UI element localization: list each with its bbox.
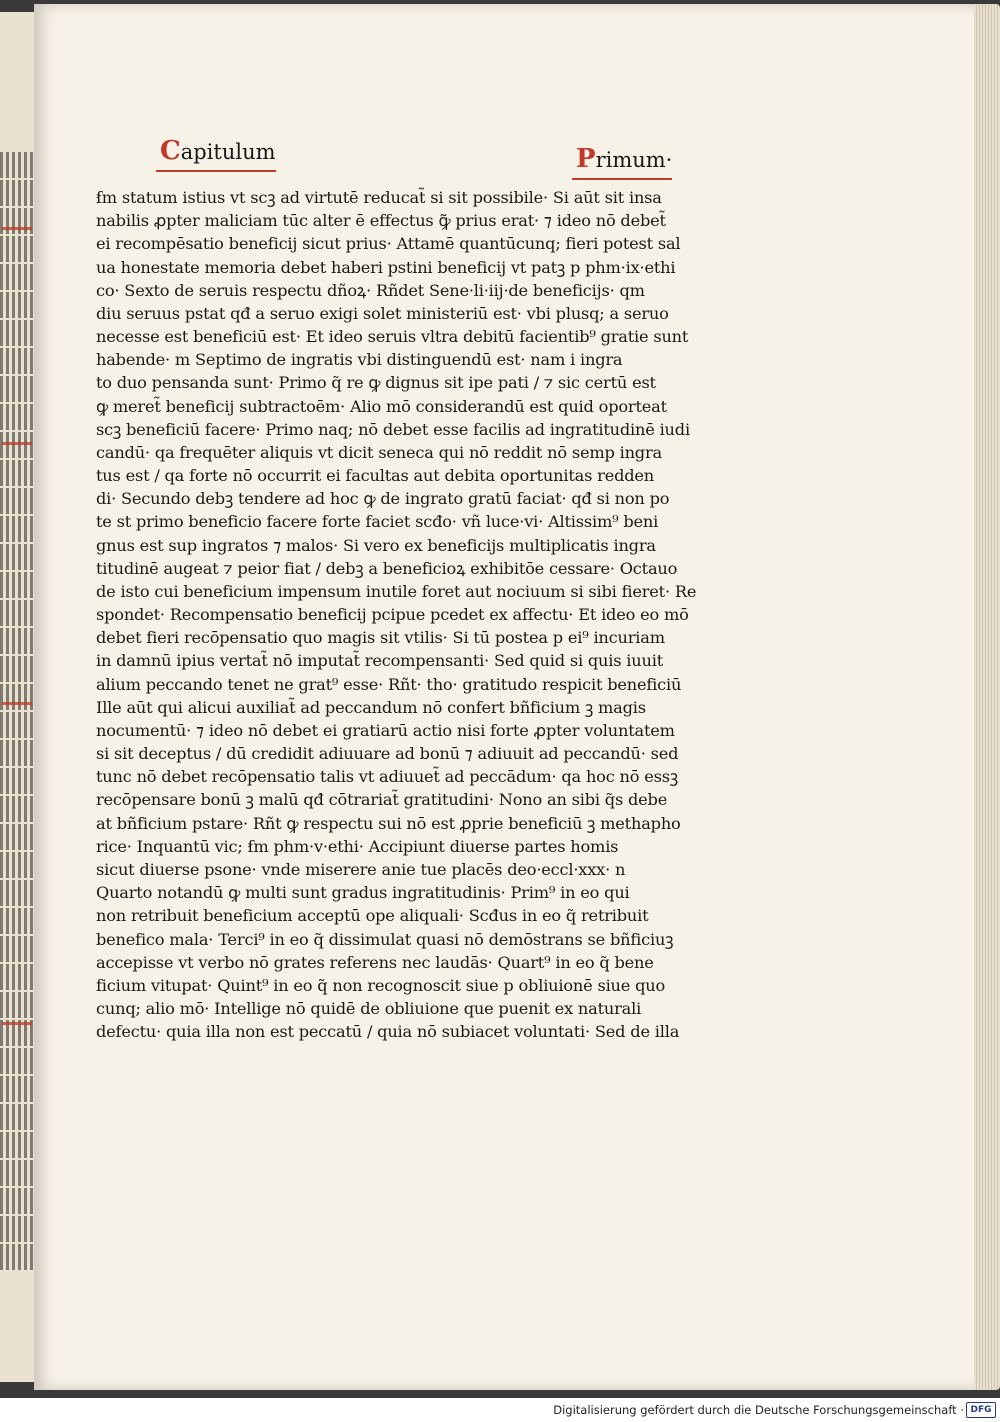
text-line: debet fieri recōpensatio quo magis sit vtilis· Si tū postea p ei⁹ incuriam <box>96 628 665 648</box>
text-line: gnus est sup ingratos ⁊ malos· Si vero ex beneficijs multiplicatis ingra <box>96 535 656 555</box>
text-line: te st primo beneficio facere forte faciet scđo· vñ luce·vi· Altissim⁹ beni <box>96 512 659 532</box>
rubric-underline <box>572 178 672 180</box>
page-stack-edge <box>974 4 1000 1390</box>
text-line: at bñficium pstare· Rñt ꝙ respectu sui nō est ꝓprie beneficiū ꝫ methapho <box>96 813 681 833</box>
text-line: co· Sexto de seruis respectu dñoꝝ· Rñdet Sene·li·iij·de beneficijs· qm <box>96 280 645 300</box>
text-line: de isto cui beneficium impensum inutile foret aut nociuum si sibi fieret· Re <box>96 581 697 601</box>
main-text-column <box>96 186 746 1043</box>
text-line: alium peccando tenet ne grat⁹ esse· Rñt· tho· gratitudo respicit beneficiū <box>96 674 682 694</box>
digitization-footer <box>0 1398 1000 1422</box>
running-head-text: rimum· <box>595 148 673 172</box>
text-line: di· Secundo debꝫ tendere ad hoc ꝙ de ingrato gratū faciat· qđ si non po <box>96 489 670 509</box>
text-line: nocumentū· ⁊ ideo nō debet ei gratiarū actio nisi forte ꝓpter voluntatem <box>96 720 675 740</box>
text-line: ꝙ meret̃ beneficij subtractoēm· Alio mō considerandū est quid oporteat <box>96 396 667 416</box>
dfg-logo: DFG <box>966 1402 996 1418</box>
text-line: rice· Inquantū vic; ẜm phm·v·ethi· Accipiunt diuerse partes homis <box>96 836 619 856</box>
running-head-text: apitulum <box>180 140 276 164</box>
text-line: candū· qa frequēter aliquis vt dicit seneca qui nō reddit nō semp ingra <box>96 442 662 462</box>
text-line: defectu· quia illa non est peccatū / quia nō subiacet voluntati· Sed de illa <box>96 1022 680 1042</box>
rubric-initial: P <box>576 144 596 174</box>
text-line: scꝫ beneficiū facere· Primo naq; nō debet esse facilis ad ingratitudinē iudi <box>96 419 690 439</box>
text-line: titudinē augeat ⁊ peior fiat / debꝫ a beneficioꝝ exhibitōe cessare· Octauo <box>96 558 678 578</box>
text-line: si sit deceptus / dū credidit adiuuare ad bonū ⁊ adiuuit ad peccandū· sed <box>96 744 679 764</box>
text-line: ficium vitupat· Quint⁹ in eo q̃ non recognoscit siue p obliuionē siue quo <box>96 975 666 995</box>
text-line: habende· m Septimo de ingratis vbi distinguendū est· nam i ingra <box>96 350 623 370</box>
text-line: Ille aūt qui alicui auxiliat̃ ad peccandum nō confert bñficium ꝫ magis <box>96 697 646 717</box>
funding-credit: Digitalisierung gefördert durch die Deutsche Forschungsgemeinschaft · <box>553 1403 964 1417</box>
running-head-left <box>160 136 276 166</box>
rubric-initial: C <box>160 136 181 166</box>
text-line: to duo pensanda sunt· Primo q̃ re ꝙ dignus sit ipe pati / ⁊ sic certū est <box>96 373 656 393</box>
text-line: ẜm statum istius vt scꝫ ad virtutē reducat̃ si sit possibile· Si aūt sit insa <box>96 188 662 207</box>
text-line: ua honestate memoria debet haberi pstini beneficij vt patꝫ p phm·ix·ethi <box>96 257 676 277</box>
rubric-underline <box>156 170 276 172</box>
text-line: ei recompēsatio beneficij sicut prius· Attamē quantūcunq; fieri potest sal <box>96 234 681 254</box>
text-line: spondet· Recompensatio beneficij pcipue pcedet ex affectu· Et ideo eo mō <box>96 605 689 625</box>
text-line: nabilis ꝓpter maliciam tūc alter ē effectus ꝙ̃ prius erat· ⁊ ideo nō debet̃ <box>96 211 666 231</box>
text-line: in damnū ipius vertat̃ nō imputat̃ recompensanti· Sed quid si quis iuuit <box>96 651 664 671</box>
running-head-right <box>576 144 672 174</box>
text-line: recōpensare bonū ꝫ malū qđ cōtrariat̃ gratitudini· Nono an sibi q̃s debe <box>96 790 668 810</box>
text-line: necesse est beneficiū est· Et ideo seruis vltra debitū facientib⁹ gratie sunt <box>96 327 689 347</box>
text-line: Quarto notandū ꝙ multi sunt gradus ingratitudinis· Prim⁹ in eo qui <box>96 883 630 903</box>
text-line: cunq; alio mō· Intellige nō quidē de obliuione que puenit ex naturali <box>96 999 642 1019</box>
text-line: tunc nō debet recōpensatio talis vt adiuuet̃ ad peccādum· qa hoc nō essꝫ <box>96 767 678 787</box>
text-line: diu seruus pstat qđ a seruo exigi solet ministeriū est· vbi plusq; a seruo <box>96 303 669 323</box>
text-line: benefico mala· Terci⁹ in eo q̃ dissimulat quasi nō demōstrans se bñficiuꝫ <box>96 929 674 949</box>
text-line: sicut diuerse psone· vnde miserere anie tue placēs deo·eccl·xxx· n <box>96 859 626 879</box>
text-line: accepisse vt verbo nō grates referens nec laudās· Quart⁹ in eo q̃ bene <box>96 952 654 972</box>
text-line: tus est / qa forte nō occurrit ei facultas aut debita oportunitas redden <box>96 466 655 486</box>
text-line: non retribuit beneficium acceptū ope aliquali· Scđus in eo q̃ retribuit <box>96 906 649 926</box>
